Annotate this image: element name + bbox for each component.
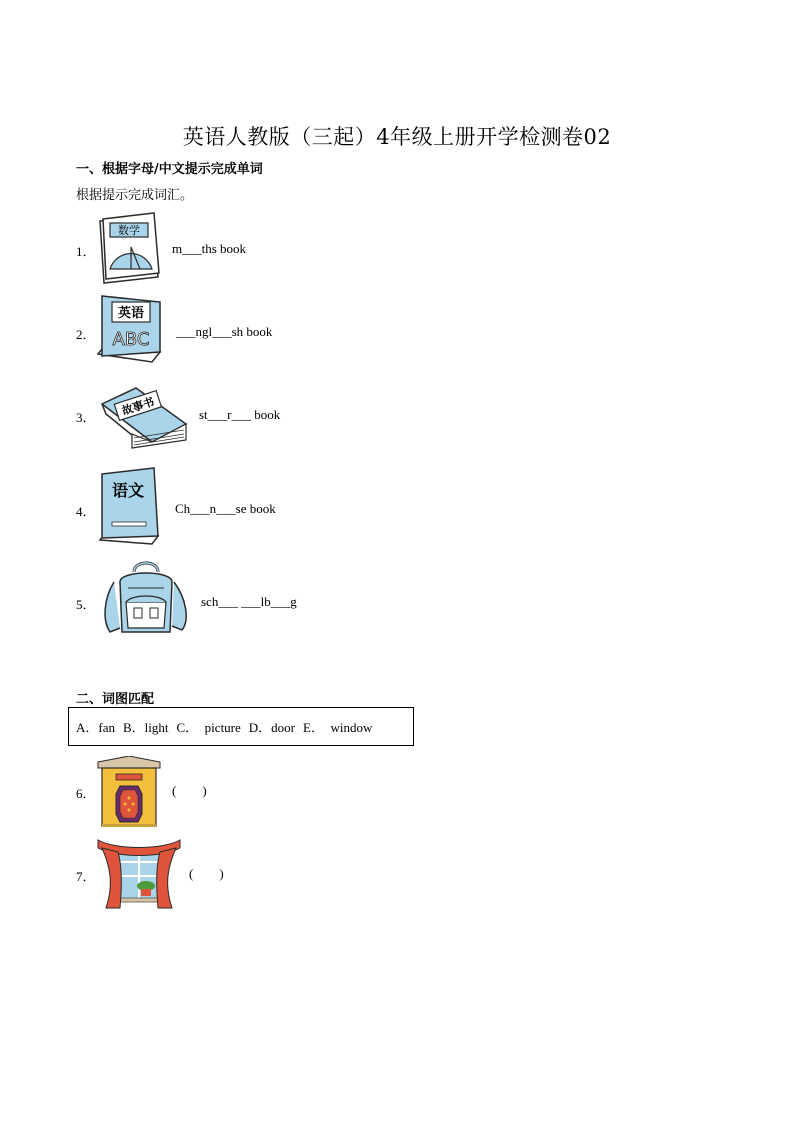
storybook-label: 故事书 <box>120 395 156 418</box>
math-book-icon <box>96 211 162 287</box>
question-1-number: 1． <box>76 244 96 259</box>
chinese-book-icon <box>96 466 164 548</box>
schoolbag-icon <box>98 558 194 638</box>
question-4-number: 4． <box>76 504 96 519</box>
question-2-number: 2． <box>76 327 96 342</box>
window-icon <box>96 836 182 912</box>
section-1-instruction: 根据提示完成词汇。 <box>76 188 194 203</box>
english-book-icon <box>94 292 166 368</box>
option-e: E． window <box>303 720 373 735</box>
math-book-label: 数学 <box>118 224 140 237</box>
door-icon <box>96 756 162 828</box>
abc-letters: ABC <box>112 329 150 350</box>
answer-blank-6[interactable]: ( ) <box>172 783 207 798</box>
question-2-text: ___ngl___sh book <box>176 324 273 339</box>
question-5-text: sch___ ___lb___g <box>201 594 297 609</box>
question-4-text: Ch___n___se book <box>175 501 276 516</box>
answer-blank-7[interactable]: ( ) <box>189 866 224 881</box>
question-7-number: 7． <box>76 869 96 884</box>
option-c: C． picture <box>176 720 241 735</box>
question-6-number: 6． <box>76 786 96 801</box>
section-2-heading: 二、词图匹配 <box>76 692 155 707</box>
english-book-label: 英语 <box>117 306 145 321</box>
question-1-text: m___ths book <box>172 241 247 256</box>
question-3-text: st___r___ book <box>199 407 281 422</box>
question-3-number: 3． <box>76 410 96 425</box>
chinese-book-label: 语文 <box>111 481 145 500</box>
page-title: 英语人教版（三起）4年级上册开学检测卷02 <box>182 125 612 149</box>
section-1-heading: 一、根据字母/中文提示完成单词 <box>76 162 263 177</box>
option-d: D．door <box>248 720 295 735</box>
option-b: B．light <box>123 720 169 735</box>
question-5-number: 5． <box>76 597 96 612</box>
option-a: A．fan <box>76 720 115 735</box>
storybook-icon <box>96 380 188 450</box>
word-options-box <box>68 707 414 746</box>
